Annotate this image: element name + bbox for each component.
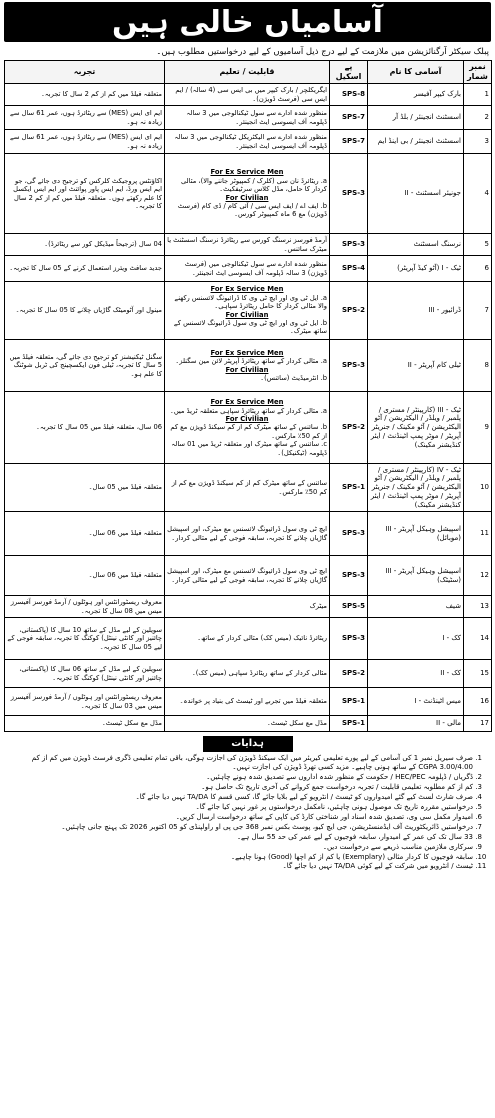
- row-post-name: ڈرائیور - III: [368, 282, 464, 340]
- row-experience: سویلین کے لیے مڈل کے ساتھ 06 سال کا (پاکستانی، چائنیز اور کانٹی نینٹل) کوکنگ کا تجربہ۔: [5, 660, 165, 688]
- row-experience: معروف ریسٹورانٹس اور ہوٹلوں / آرمڈ فورسز آفیسرز میس میں 03 سال کا تجربہ۔: [5, 688, 165, 716]
- row-serial: 5: [464, 234, 492, 256]
- row-post-name: ٹیک - I (آٹو کیڈ آپریٹر): [368, 256, 464, 282]
- table-row: [5, 660, 492, 688]
- qualification-line: a. مثالی کردار کے ساتھ ریٹائرڈ سپاہی متعلقہ ٹریڈ میں۔: [169, 406, 327, 415]
- row-qualification: [165, 154, 330, 234]
- row-serial: 9: [464, 392, 492, 464]
- qualification-category-heading: For Civilian: [225, 193, 269, 202]
- row-experience: مڈل مع سکل ٹیسٹ۔: [5, 716, 165, 732]
- table-row: [5, 688, 492, 716]
- row-post-name: ٹیک - IV (کارپینٹر / مستری / پلمبر / ویلڈر / الیکٹریشن / آٹو الیکٹریشن / آٹو مکینک / جنریٹر آپریٹر / موٹر پمپ اٹینڈنٹ / ایئر کنڈیشنر مکینک): [368, 464, 464, 512]
- row-post-name: ٹیک - III (کارپینٹر / مستری / پلمبر / ویلڈر / الیکٹریشن / آٹو الیکٹریشن / آٹو مکینک / جنریٹر آپریٹر / موٹر پمپ اٹینڈنٹ / ایئر کنڈیشنر مکینک): [368, 392, 464, 464]
- row-experience: جدید سافٹ ویئرز استعمال کرنے کے 05 سال کا تجربہ۔: [5, 256, 165, 282]
- col-header-experience: تجربہ: [5, 61, 165, 84]
- table-row: [5, 596, 492, 618]
- row-serial: 1: [464, 84, 492, 106]
- qualification-line: متعلقہ فیلڈ میں تجربے اور ٹیسٹ کی بنیاد پر خواندہ۔: [179, 697, 327, 706]
- row-qualification: [165, 234, 330, 256]
- instruction-item: 8. 33 سال تک کی عمر کے امیدوار، سابقہ فوجیوں کے لیے عمر کی حد 55 سال ہے۔: [6, 833, 473, 842]
- row-pay-scale: SPS-1: [330, 464, 368, 512]
- row-experience: 04 سال (ترجیحاً میڈیکل کور سے ریٹائرڈ)۔: [5, 234, 165, 256]
- qualification-category-heading: For Ex Service Men: [210, 285, 284, 294]
- qualification-line: مثالی کردار کے ساتھ ریٹائرڈ سپاہی (میس کک)۔: [191, 669, 327, 678]
- instruction-item: 2. ڈگریاں / ڈپلومہ HEC/PEC / حکومت کے منظور شدہ اداروں سے تصدیق شدہ ہونے چاہئیں۔: [6, 773, 473, 782]
- row-experience: متعلقہ فیلڈ میں 06 سال۔: [5, 512, 165, 556]
- table-row: [5, 464, 492, 512]
- row-serial: 8: [464, 340, 492, 392]
- col-header-post: آسامی کا نام: [368, 61, 464, 84]
- qualification-line: ایچ ٹی وی سول ڈرائیونگ لائسنس مع میٹرک، اور اسپیشل گاڑیاں چلانے کا تجربہ، سابقہ فوجی کے لیے مثالی کردار۔: [167, 525, 327, 542]
- row-post-name: میس اٹینڈنٹ - I: [368, 688, 464, 716]
- row-serial: 10: [464, 464, 492, 512]
- instruction-item: 4. صرف شارٹ لسٹ کیے گئے امیدواروں کو ٹیسٹ / انٹرویو کے لیے بلایا جائے گا، کسی قسم کا TA/DA نہیں دیا جائے گا۔: [6, 793, 473, 802]
- qualification-category-heading: For Ex Service Men: [210, 348, 284, 357]
- qualification-line: ایگریکلچر / بارک کیپر میں بی ایس سی (4 سالہ) / ایم ایس سی (فرسٹ ڈویژن)۔: [175, 86, 327, 103]
- intro-text: پبلک سیکٹر آرگنائزیشن میں ملازمت کے لیے درج ذیل آسامیوں کے لیے درخواستیں مطلوب ہیں۔: [156, 47, 489, 57]
- qualification-line: a. ایل ٹی وی اور ایچ ٹی وی کا ڈرائیونگ لائسنس رکھنے والا مثالی کردار کا حامل ریٹائرڈ سپاہی۔: [174, 293, 327, 311]
- qualification-category-heading: For Ex Service Men: [210, 168, 284, 177]
- row-serial: 13: [464, 596, 492, 618]
- qualification-line: a. ریٹائرڈ نان سی (کلرک / کمپیوٹر جاننے والا)، مثالی کردار کا حامل، مڈل کلاس سرٹیفکیٹ۔: [181, 176, 327, 194]
- qualification-line: b. ایف اے / ایف ایس سی / آئی کام / ڈی کام (فرسٹ ڈویژن) مع 6 ماہ کمپیوٹر کورس۔: [177, 201, 327, 219]
- row-post-name: اسپیشل وہیکل آپریٹر - III (سٹیٹک): [368, 556, 464, 596]
- row-experience: متعلقہ فیلڈ میں 06 سال۔: [5, 556, 165, 596]
- table-row: [5, 106, 492, 130]
- table-row: [5, 556, 492, 596]
- row-experience: سویلین کے لیے مڈل کے ساتھ 10 سال کا (پاکستانی، چائنیز اور کانٹی نینٹل) کوکنگ کا تجربہ، سابقہ فوجی کے لیے 05 سال کا تجربہ۔: [5, 618, 165, 660]
- qualification-line: a. مثالی کردار کے ساتھ ریٹائرڈ آپریٹر لائن مین سگنلز۔: [175, 357, 327, 366]
- row-qualification: [165, 282, 330, 340]
- table-row: [5, 340, 492, 392]
- row-post-name: مالی - II: [368, 716, 464, 732]
- table-row: [5, 130, 492, 154]
- instruction-item: 1. صرف سیریل نمبر 1 کی آسامی کے لیے پورے تعلیمی کیریئر میں ایک سیکنڈ ڈویژن کی اجازت ہوگی، باقی تمام تعلیمی ڈگری فرسٹ ڈویژن میں کم از کم 3.00/4.00 CGPA کے ساتھ ہونی چاہیے۔ مزید کسی تھرڈ ڈویژن کی اجازت نہیں۔: [6, 754, 473, 772]
- instruction-item: 10. سابقہ فوجیوں کا کردار مثالی (Exemplary) یا کم از کم اچھا (Good) ہونا چاہیے۔: [6, 853, 473, 862]
- instruction-item: 3. کم از کم مطلوبہ تعلیمی قابلیت / تجربہ درخواست جمع کروانے کی آخری تاریخ تک حاصل ہو۔: [6, 783, 473, 792]
- qualification-category-heading: For Civilian: [225, 310, 269, 319]
- row-post-name: اسسٹنٹ انجینئر / بلڈ آر: [368, 106, 464, 130]
- qualification-category-heading: For Civilian: [225, 414, 269, 423]
- row-pay-scale: SPS-5: [330, 596, 368, 618]
- row-serial: 4: [464, 154, 492, 234]
- row-qualification: [165, 130, 330, 154]
- row-serial: 12: [464, 556, 492, 596]
- row-serial: 14: [464, 618, 492, 660]
- table-row: [5, 256, 492, 282]
- table-row: [5, 392, 492, 464]
- table-row: [5, 84, 492, 106]
- qualification-category-heading: For Ex Service Men: [210, 398, 284, 407]
- row-post-name: جونیئر اسسٹنٹ - II: [368, 154, 464, 234]
- qualification-line: مڈل مع سکل ٹیسٹ۔: [266, 719, 327, 728]
- row-qualification: [165, 84, 330, 106]
- instructions-heading: ہدایات: [203, 736, 293, 752]
- row-pay-scale: SPS-1: [330, 688, 368, 716]
- table-row: [5, 282, 492, 340]
- row-pay-scale: SPS-3: [330, 618, 368, 660]
- qualification-line: منظور شدہ ادارے سے سول ٹیکنالوجی میں 3 سالہ ڈپلومہ آف ایسوسی ایٹ انجینئر۔: [186, 109, 327, 126]
- table-row: [5, 618, 492, 660]
- qualification-line: ایچ ٹی وی سول ڈرائیونگ لائسنس مع میٹرک، اور اسپیشل گاڑیاں چلانے کا تجربہ، سابقہ فوجی کے لیے مثالی کردار۔: [167, 567, 327, 584]
- row-pay-scale: SPS-2: [330, 282, 368, 340]
- row-experience: ایم ای ایس (MES) سے ریٹائرڈ ہوں، عمر 61 سال سے زیادہ نہ ہو۔: [5, 106, 165, 130]
- row-pay-scale: SPS-1: [330, 716, 368, 732]
- row-serial: 17: [464, 716, 492, 732]
- qualification-line: منظور شدہ ادارے سے الیکٹریکل ٹیکنالوجی میں 3 سالہ ڈپلومہ آف ایسوسی ایٹ انجینئر۔: [174, 133, 327, 150]
- row-pay-scale: SPS-3: [330, 512, 368, 556]
- qualification-line: میٹرک: [309, 602, 327, 611]
- instruction-item: 11. ٹیسٹ / انٹرویو میں شرکت کے لیے کوئی TA/DA نہیں دیا جائے گا۔: [6, 862, 473, 871]
- qualification-category-heading: For Civilian: [225, 365, 269, 374]
- row-post-name: اسسٹنٹ انجینئر / بی اینڈ ایم: [368, 130, 464, 154]
- row-serial: 11: [464, 512, 492, 556]
- instruction-item: 9. سرکاری ملازمین مناسب ذریعے سے درخواست دیں۔: [6, 843, 473, 852]
- row-qualification: [165, 464, 330, 512]
- qualification-line: c. سائنس کے ساتھ میٹرک اور متعلقہ ٹریڈ میں 01 سالہ ڈپلومہ (ٹیکنیکل)۔: [171, 440, 327, 457]
- row-qualification: [165, 596, 330, 618]
- qualification-line: b. انٹرمیڈیٹ (سائنس)۔: [260, 373, 327, 382]
- row-pay-scale: SPS-3: [330, 340, 368, 392]
- qualification-line: سائنس کے ساتھ میٹرک کم از کم سیکنڈ ڈویژن مع کم از کم 50٪ مارکس۔: [171, 479, 327, 496]
- row-serial: 2: [464, 106, 492, 130]
- row-qualification: [165, 106, 330, 130]
- row-experience: سگنل ٹیکنیشنز کو ترجیح دی جائے گی، متعلقہ فیلڈ میں 5 سال کا تجربہ، ٹیلی فون ایکسچینج کی ٹربل شوٹنگ کا علم ہو۔: [5, 340, 165, 392]
- row-post-name: کک - II: [368, 660, 464, 688]
- row-pay-scale: SPS-3: [330, 556, 368, 596]
- row-pay-scale: SPS-8: [330, 84, 368, 106]
- qualification-line: آرمڈ فورسز نرسنگ کورس سے ریٹائرڈ نرسنگ اسسٹنٹ یا میٹرک سائنس۔: [167, 236, 327, 253]
- row-pay-scale: SPS-3: [330, 154, 368, 234]
- row-qualification: [165, 340, 330, 392]
- row-post-name: اسپیشل وہیکل آپریٹر - III (موبائل): [368, 512, 464, 556]
- row-serial: 6: [464, 256, 492, 282]
- row-post-name: ٹیلی کام آپریٹر - II: [368, 340, 464, 392]
- table-body: [5, 84, 492, 732]
- row-pay-scale: SPS-3: [330, 234, 368, 256]
- row-post-name: کک - I: [368, 618, 464, 660]
- row-pay-scale: SPS-7: [330, 106, 368, 130]
- row-pay-scale: SPS-4: [330, 256, 368, 282]
- qualification-line: b. ایل ٹی وی اور ایچ ٹی وی سول ڈرائیونگ لائسنس کے ساتھ میٹرک۔: [173, 318, 327, 336]
- row-qualification: [165, 556, 330, 596]
- row-qualification: [165, 512, 330, 556]
- row-qualification: [165, 660, 330, 688]
- col-header-serial: نمبر شمار: [464, 61, 492, 84]
- row-serial: 16: [464, 688, 492, 716]
- row-qualification: [165, 716, 330, 732]
- qualification-line: ریٹائرڈ نائیک (میس کک) مثالی کردار کے ساتھ۔: [197, 634, 327, 643]
- row-experience: مینول اور آٹومیٹک گاڑیاں چلانے کا 05 سال کا تجربہ۔: [5, 282, 165, 340]
- row-post-name: نرسنگ اسسٹنٹ: [368, 234, 464, 256]
- instructions-list: [4, 754, 491, 871]
- table-row: [5, 234, 492, 256]
- table-row: [5, 154, 492, 234]
- col-header-scale: پے اسکیل: [330, 61, 368, 84]
- instruction-item: 6. امیدوار مکمل سی وی، تصدیق شدہ اسناد اور شناختی کارڈ کی کاپی کے ساتھ درخواست ارسال کریں۔: [6, 813, 473, 822]
- row-experience: متعلقہ فیلڈ میں 05 سال۔: [5, 464, 165, 512]
- row-pay-scale: SPS-2: [330, 660, 368, 688]
- row-qualification: [165, 618, 330, 660]
- row-qualification: [165, 256, 330, 282]
- qualification-line: b. سائنس کے ساتھ میٹرک کم از کم سیکنڈ ڈویژن مع کم از کم 50٪ مارکس۔: [170, 423, 327, 440]
- row-experience: معروف ریسٹورانٹس اور ہوٹلوں / آرمڈ فورسز آفیسرز میس میں 08 سال کا تجربہ۔: [5, 596, 165, 618]
- banner-title: آسامیاں خالی ہیں: [112, 4, 383, 40]
- row-experience: اکاؤنٹس پروجیکٹ کلرکس کو ترجیح دی جائے گی، جو ایم ایس ورڈ، ایم ایس پاور پوائنٹ اور ایم ایس ایکسل کا علم رکھتے ہوں۔ متعلقہ فیلڈ میں کم از کم 2 سال کا تجربہ۔: [5, 154, 165, 234]
- table-header-row: [5, 61, 492, 84]
- col-header-qualification: قابلیت / تعلیم: [165, 61, 330, 84]
- row-pay-scale: SPS-7: [330, 130, 368, 154]
- qualification-line: منظور شدہ ادارے سے سول ٹیکنالوجی میں (فرسٹ ڈویژن) 3 سالہ ڈپلومہ آف ایسوسی ایٹ انجینئر۔: [184, 260, 327, 277]
- row-post-name: شیف: [368, 596, 464, 618]
- row-qualification: [165, 392, 330, 464]
- instruction-item: 7. درخواستیں ڈائریکٹوریٹ آف ایڈمنسٹریشن، جی ایچ کیو، پوسٹ بکس نمبر 368 جی پی او راولپنڈی کو 05 اکتوبر 2026 تک پہنچ جانی چاہئیں۔: [6, 823, 473, 832]
- row-experience: متعلقہ فیلڈ میں کم از کم 2 سال کا تجربہ۔: [5, 84, 165, 106]
- row-qualification: [165, 688, 330, 716]
- table-row: [5, 512, 492, 556]
- row-serial: 15: [464, 660, 492, 688]
- row-serial: 7: [464, 282, 492, 340]
- table-row: [5, 716, 492, 732]
- row-pay-scale: SPS-2: [330, 392, 368, 464]
- row-experience: 06 سال، متعلقہ فیلڈ میں 05 سال کا تجربہ۔: [5, 392, 165, 464]
- vacancies-table: [4, 60, 492, 732]
- row-post-name: بارک کیپر آفیسر: [368, 84, 464, 106]
- row-serial: 3: [464, 130, 492, 154]
- vacancies-banner: [4, 2, 491, 42]
- row-experience: ایم ای ایس (MES) سے ریٹائرڈ ہوں، عمر 61 سال سے زیادہ نہ ہو۔: [5, 130, 165, 154]
- instruction-item: 5. درخواستیں مقررہ تاریخ تک موصول ہونی چاہئیں، نامکمل درخواستوں پر غور نہیں کیا جائے گا۔: [6, 803, 473, 812]
